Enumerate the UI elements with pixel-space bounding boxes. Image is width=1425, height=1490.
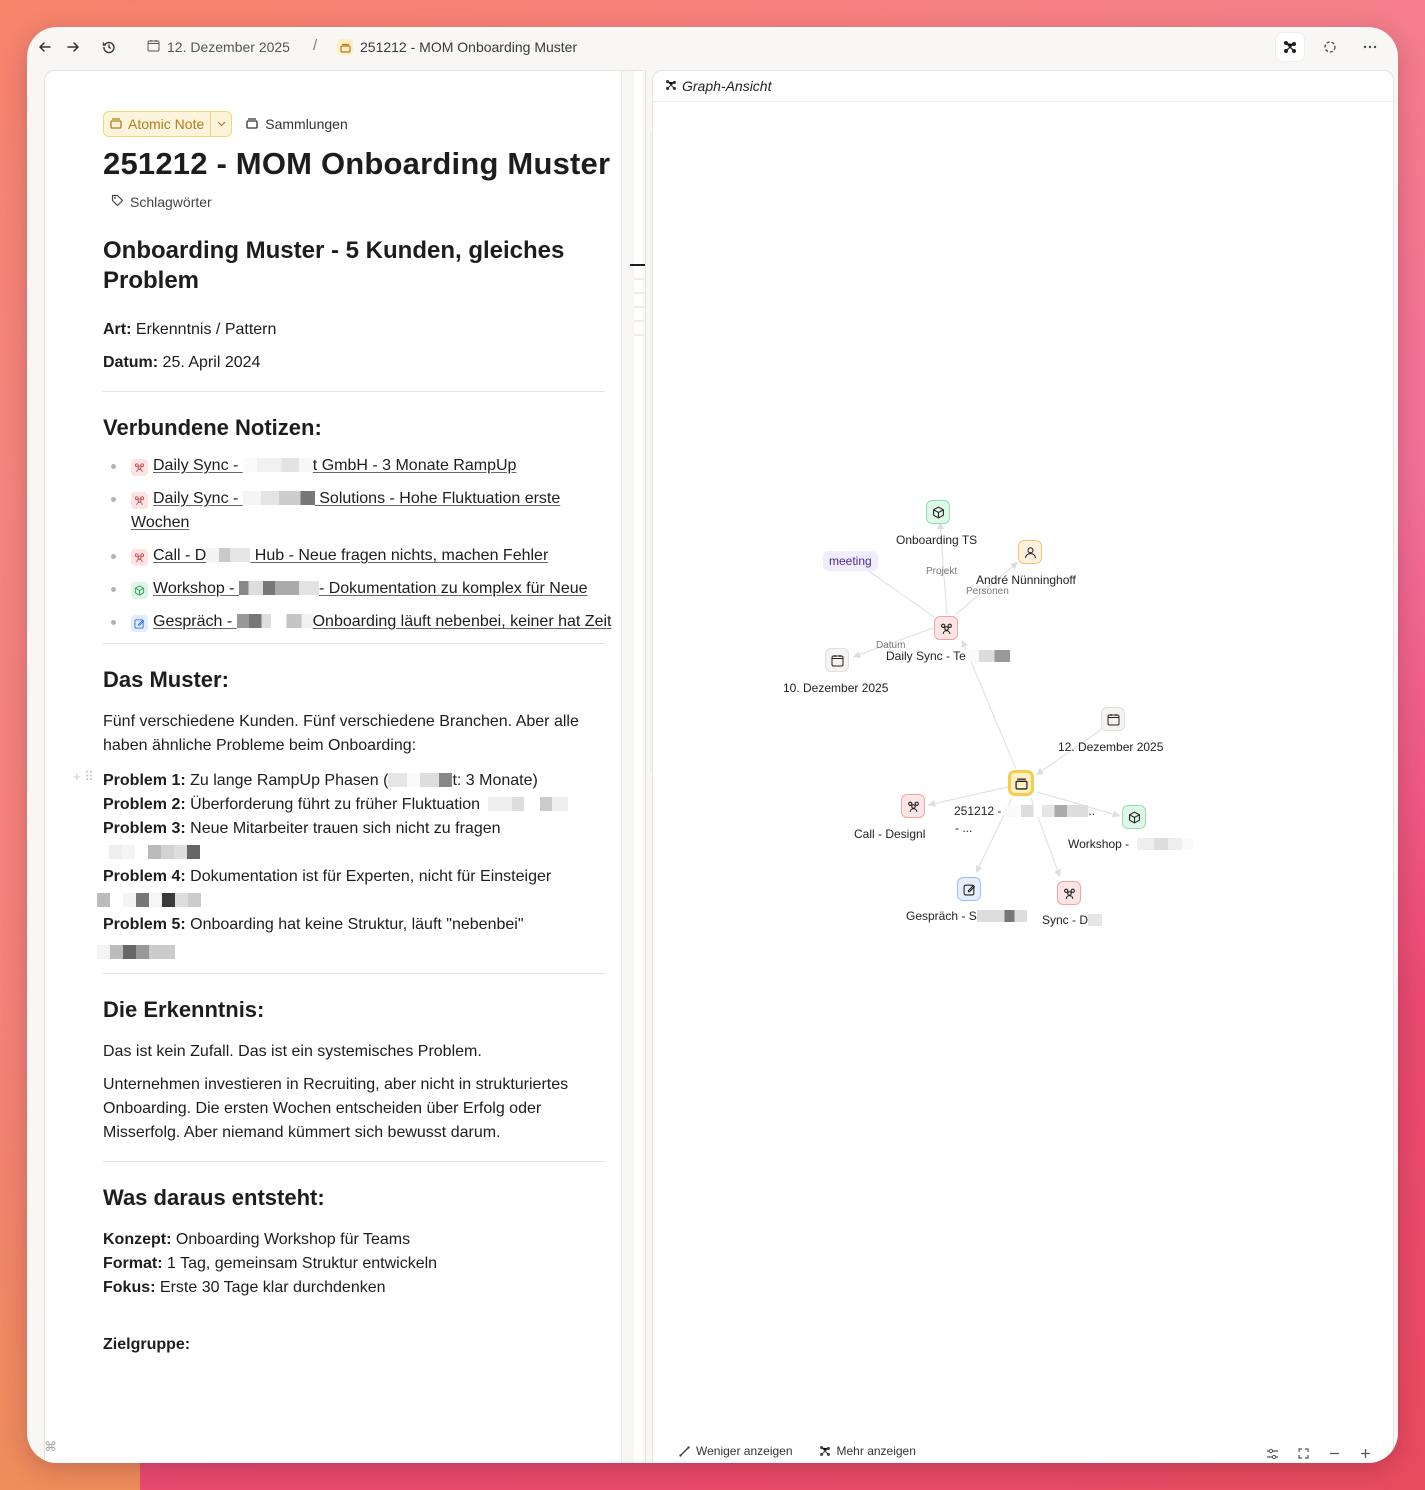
calendar-icon — [1107, 713, 1120, 726]
problem-text: Neue Mitarbeiter trauen sich nicht zu fragen — [185, 820, 501, 837]
zoom-out-icon[interactable] — [1327, 1446, 1342, 1461]
collections-label: Sammlungen — [265, 116, 348, 132]
graph-header — [653, 71, 1393, 102]
show-more-label: Mehr anzeigen — [836, 1444, 916, 1458]
graph-node-label: - ... — [955, 821, 973, 835]
linked-note-item — [103, 577, 613, 601]
zoom-in-icon[interactable] — [1358, 1446, 1373, 1461]
window-tools — [1276, 33, 1384, 61]
top-bar — [27, 27, 1398, 67]
graph-node-label-text: .. — [1088, 804, 1096, 818]
linked-note-link[interactable] — [153, 457, 516, 474]
meeting-icon — [131, 492, 148, 509]
redacted-text — [97, 945, 613, 959]
person-icon — [1024, 546, 1037, 559]
outcome-row — [103, 1252, 613, 1276]
show-less-button[interactable] — [679, 1444, 793, 1458]
edge-tag — [863, 567, 934, 617]
breadcrumb-note[interactable] — [337, 38, 577, 56]
link-text: Solutions - Hohe Fluktuation erste Wochen — [131, 490, 561, 531]
atomic-note-icon — [337, 39, 353, 55]
forward-arrow-icon[interactable] — [64, 38, 82, 56]
outcome-row — [103, 1228, 613, 1252]
graph-node-current-note[interactable] — [1008, 770, 1034, 796]
tag-icon — [111, 194, 124, 210]
redacted-text — [1088, 914, 1102, 926]
datum-key: Datum: — [103, 354, 159, 371]
outcome-row — [103, 1276, 613, 1300]
history-icon[interactable] — [100, 38, 118, 56]
collection-icon — [246, 116, 258, 132]
sync-icon[interactable] — [1316, 33, 1344, 61]
note-type-selector[interactable] — [103, 111, 232, 137]
pattern-heading: Das Muster: — [103, 667, 229, 692]
problem-item — [103, 793, 613, 817]
redacted-text — [966, 650, 1010, 662]
link-text: t GmbH - 3 Monate RampUp — [312, 457, 517, 474]
datum-value: 25. April 2024 — [158, 354, 261, 371]
graph-node-label-text: Sync - D — [1042, 913, 1089, 927]
linked-note-item — [103, 610, 613, 634]
more-options-icon[interactable] — [1356, 33, 1384, 61]
problem-key: Problem 3: — [103, 820, 186, 837]
graph-node-label — [954, 804, 1095, 818]
calendar-icon — [147, 38, 160, 56]
art-field — [103, 318, 613, 342]
graph-node-label: 12. Dezember 2025 — [1058, 740, 1164, 754]
pane-resize-handle[interactable] — [645, 70, 650, 1463]
insight-paragraph: Das ist kein Zufall. Das ist ein systemisches Problem. — [103, 1043, 482, 1060]
graph-node-label: 10. Dezember 2025 — [783, 681, 889, 695]
redacted-text — [239, 581, 319, 595]
graph-node-date[interactable] — [1101, 707, 1125, 731]
meeting-icon — [131, 459, 148, 476]
edge-call — [928, 787, 1008, 805]
problem-text: Überforderung führt zu früher Fluktuation — [185, 796, 481, 813]
linked-notes-list — [103, 454, 613, 634]
drag-handle-icon[interactable]: + ⠿ — [73, 769, 94, 784]
redacted-text — [977, 910, 1027, 922]
graph-node-note[interactable] — [957, 877, 981, 901]
graph-node-label-text: Gespräch - S — [906, 909, 977, 923]
collections-button[interactable] — [246, 116, 348, 132]
graph-node-label: André Nünninghoff — [976, 573, 1076, 587]
edit-note-icon — [963, 883, 976, 896]
note-meta-row — [103, 111, 613, 137]
show-less-label: Weniger anzeigen — [696, 1444, 793, 1458]
edge-label: Datum — [876, 640, 906, 651]
outcome-list — [103, 1228, 613, 1300]
insight-paragraph: Unternehmen investieren in Recruiting, aber nicht in strukturiertes Onboarding. Die ersten Wochen entscheiden über Erfolg oder Misserfolg. Aber niemand kümmert sich bewusst darum. — [103, 1076, 569, 1141]
outcome-key: Format: — [103, 1255, 163, 1272]
graph-node-meeting[interactable] — [1057, 881, 1081, 905]
fit-view-icon[interactable] — [1296, 1446, 1311, 1461]
linked-note-link[interactable] — [131, 490, 560, 531]
divider — [103, 1161, 605, 1162]
graph-footer — [653, 1431, 1393, 1463]
redacted-text — [1137, 838, 1193, 850]
divider — [103, 973, 605, 974]
command-icon[interactable]: ⌘ — [44, 1439, 57, 1454]
graph-edges — [653, 102, 1393, 1432]
redacted-text — [237, 614, 313, 628]
problem-text: Onboarding hat keine Struktur, läuft "nebenbei" — [185, 916, 524, 933]
graph-node-person[interactable] — [1018, 540, 1042, 564]
graph-node-project[interactable] — [926, 500, 950, 524]
graph-icon — [1283, 40, 1297, 54]
meeting-icon — [940, 622, 953, 635]
graph-tools — [1265, 1446, 1373, 1461]
problem-item — [103, 913, 613, 937]
redacted-text — [243, 458, 313, 472]
divider — [103, 391, 605, 392]
graph-node-date[interactable] — [825, 648, 849, 672]
tags-label: Schlagwörter — [130, 194, 212, 210]
graph-node-label — [1068, 837, 1193, 851]
problem-text: Dokumentation ist für Experten, nicht für Einsteiger — [185, 868, 552, 885]
graph-node-meeting[interactable] — [934, 616, 958, 640]
linked-notes-heading: Verbundene Notizen: — [103, 415, 322, 440]
problem-item — [103, 769, 613, 793]
edge-label: Personen — [966, 586, 1009, 597]
breadcrumb-note-label: 251212 - MOM Onboarding Muster — [360, 39, 578, 55]
linked-note-item — [103, 454, 613, 478]
calendar-icon — [831, 654, 844, 667]
redacted-text — [109, 845, 613, 859]
linked-note-item — [103, 487, 613, 535]
linked-note-link[interactable] — [153, 547, 548, 564]
audience-heading — [103, 1333, 613, 1357]
link-text: Hub - Neue fragen nichts, machen Fehler — [250, 547, 549, 564]
link-text: Call - D — [153, 547, 207, 564]
edit-note-icon — [131, 615, 148, 632]
project-box-icon — [131, 582, 148, 599]
graph-panel — [652, 70, 1394, 1463]
graph-node-project[interactable] — [1122, 805, 1146, 829]
breadcrumb-separator: / — [313, 37, 318, 54]
project-box-icon — [932, 506, 945, 519]
outcome-key: Fokus: — [103, 1279, 156, 1296]
atomic-note-icon — [110, 116, 122, 132]
note-type-label: Atomic Note — [128, 116, 205, 132]
problem-key: Problem 1: — [103, 772, 186, 789]
problem-key: Problem 5: — [103, 916, 186, 933]
redacted-text — [243, 491, 315, 505]
breadcrumb-date-label: 12. Dezember 2025 — [167, 39, 290, 55]
problem-text: t: 3 Monate) — [452, 772, 538, 789]
link-text: - Dokumentation zu komplex für Neue — [318, 580, 588, 597]
graph-node-label-text: Daily Sync - Te — [886, 649, 966, 663]
graph-node-tag[interactable]: meeting — [823, 551, 878, 571]
note-subtitle: Onboarding Muster - 5 Kunden, gleiches Problem — [103, 237, 565, 294]
pattern-intro: Fünf verschiedene Kunden. Fünf verschiedene Branchen. Aber alle haben ähnliche Probleme beim Onboarding: — [103, 713, 579, 754]
problem-item — [103, 865, 613, 889]
app-window — [27, 27, 1398, 1463]
redacted-text — [488, 797, 568, 811]
problem-key: Problem 2: — [103, 796, 186, 813]
meeting-icon — [131, 549, 148, 566]
redacted-text — [388, 773, 452, 787]
graph-node-label: Onboarding TS — [896, 533, 978, 547]
graph-node-meeting[interactable] — [901, 794, 925, 818]
project-box-icon — [1128, 811, 1141, 824]
problem-key: Problem 4: — [103, 868, 186, 885]
graph-node-label-text: 251212 - — [954, 804, 1002, 818]
atomic-note-icon — [1015, 777, 1028, 790]
linked-note-link[interactable] — [153, 580, 588, 597]
link-text: Workshop - — [153, 580, 239, 597]
minimize-graph-icon — [679, 1446, 690, 1457]
outcome-heading: Was daraus entsteht: — [103, 1185, 325, 1210]
graph-icon — [819, 1445, 831, 1457]
link-text: Gespräch - — [153, 613, 237, 630]
outcome-value: Onboarding Workshop für Teams — [171, 1231, 411, 1248]
graph-view-toggle[interactable] — [1276, 33, 1304, 61]
meeting-icon — [1063, 887, 1076, 900]
back-arrow-icon[interactable] — [36, 38, 54, 56]
linked-note-item — [103, 544, 613, 568]
redacted-text — [206, 548, 250, 562]
problems-list — [73, 769, 613, 959]
graph-node-label-text: Workshop - — [1068, 837, 1130, 851]
edge-label: Projekt — [926, 566, 958, 577]
redacted-text — [1004, 805, 1088, 817]
filter-sliders-icon[interactable] — [1265, 1446, 1280, 1461]
link-text: Daily Sync - — [153, 490, 243, 507]
outcome-value: Erste 30 Tage klar durchdenken — [155, 1279, 386, 1296]
graph-icon — [665, 78, 677, 94]
graph-node-label — [906, 909, 1027, 923]
audience-label: Zielgruppe: — [103, 1336, 191, 1353]
breadcrumb-date[interactable] — [147, 38, 290, 56]
show-more-button[interactable] — [819, 1444, 916, 1458]
divider — [103, 643, 605, 644]
link-text: Onboarding läuft nebenbei, keiner hat Zeit — [312, 613, 612, 630]
graph-node-label — [1042, 913, 1102, 927]
linked-note-link[interactable] — [153, 613, 611, 630]
note-editor — [44, 70, 643, 1463]
art-key: Art: — [103, 321, 132, 338]
note-content — [73, 111, 613, 1357]
chevron-down-icon[interactable] — [210, 112, 231, 136]
datum-field — [103, 351, 613, 375]
graph-node-label: Call - Designl — [854, 827, 926, 841]
outcome-value: 1 Tag, gemeinsam Struktur entwickeln — [162, 1255, 438, 1272]
link-text: Daily Sync - — [153, 457, 243, 474]
meeting-icon — [907, 800, 920, 813]
problem-text: Zu lange RampUp Phasen ( — [185, 772, 389, 789]
graph-node-label — [886, 649, 1010, 663]
tags-button[interactable] — [111, 194, 613, 210]
note-title[interactable]: 251212 - MOM Onboarding Muster — [103, 146, 611, 181]
outcome-key: Konzept: — [103, 1231, 172, 1248]
graph-title: Graph-Ansicht — [682, 78, 772, 94]
redacted-text — [97, 893, 613, 907]
problem-item — [103, 817, 613, 841]
insight-heading: Die Erkenntnis: — [103, 997, 265, 1022]
art-value: Erkenntnis / Pattern — [131, 321, 277, 338]
